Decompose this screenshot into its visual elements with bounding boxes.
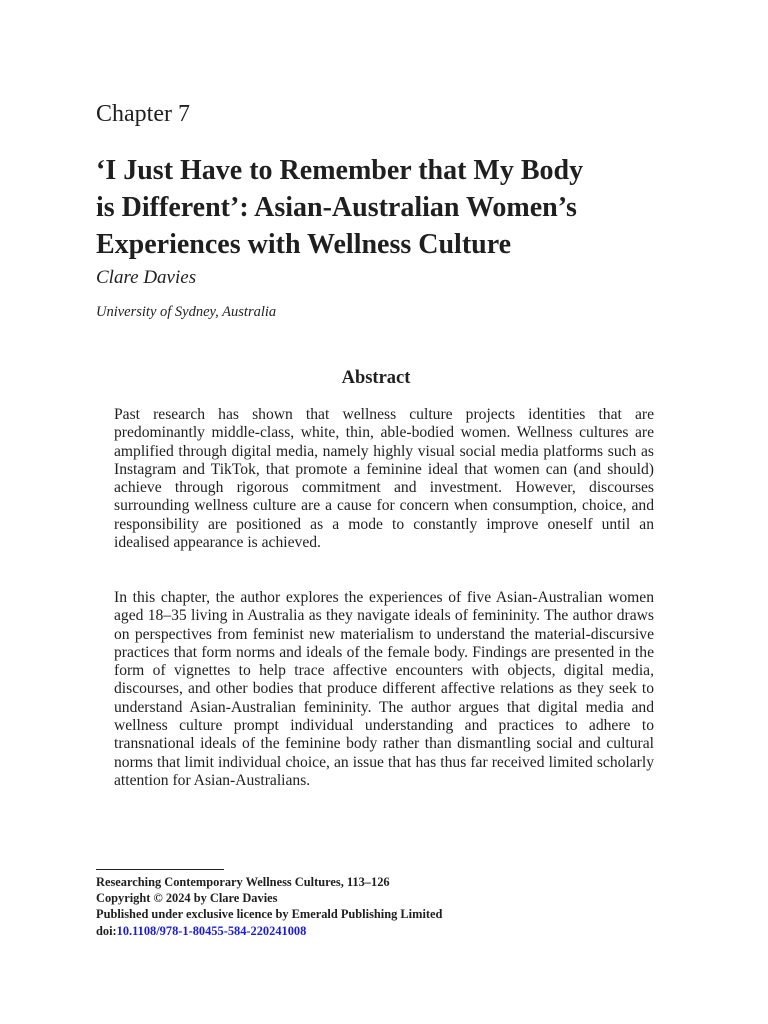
footnote-divider <box>96 869 224 870</box>
doi-line <box>96 923 656 939</box>
author-affiliation: University of Sydney, Australia <box>96 304 277 320</box>
chapter-label: Chapter 7 <box>96 101 190 127</box>
abstract-paragraph: In this chapter, the author explores the experiences of five Asian-Australian women aged 18–35 living in Australia as they navigate ideals of femininity. The author draws on perspectives from feminist new materialism to understand the material-discursive practices that form norms and ideals of the female body. Findings are presented in the form of vignettes to help trace affective encounters with objects, digital media, discourses, and other bodies that produce different affective relations as they seek to understand Asian-Australian femininity. The author argues that digital media and wellness culture prompt individual understanding and practices to adhere to transnational ideals of the feminine body rather than dismantling social and cultural norms that limit individual choice, an issue that has thus far received limited scholarly attention for Asian-Australians. <box>114 589 654 789</box>
chapter-title-line: Experiences with Wellness Culture <box>96 229 512 260</box>
abstract-paragraph: Past research has shown that wellness culture projects identities that are predominantly middle-class, white, thin, able-bodied women. Wellness cultures are amplified through digital media, namely highly visual social media platforms such as Instagram and TikTok, that promote a feminine ideal that women can (and should) achieve through rigorous commitment and investment. However, discourses surrounding wellness culture are a cause for concern when consumption, choice, and responsibility are positioned as a mode to constantly improve oneself until an idealised appearance is achieved. <box>114 406 654 552</box>
author-name: Clare Davies <box>96 267 197 288</box>
publication-footnote <box>96 874 656 939</box>
abstract-heading: Abstract <box>341 368 411 388</box>
doi-link[interactable]: 10.1108/978-1-80455-584-220241008 <box>116 923 307 938</box>
licence-line: Published under exclusive licence by Emerald Publishing Limited <box>96 907 443 922</box>
doi-prefix: doi: <box>96 923 117 938</box>
chapter-title <box>96 152 676 263</box>
copyright-line: Copyright © 2024 by Clare Davies <box>96 891 278 906</box>
book-citation: Researching Contemporary Wellness Cultures, 113–126 <box>96 875 390 889</box>
chapter-title-line: is Different’: Asian-Australian Women’s <box>96 192 577 223</box>
chapter-title-line: ‘I Just Have to Remember that My Body <box>96 155 584 186</box>
